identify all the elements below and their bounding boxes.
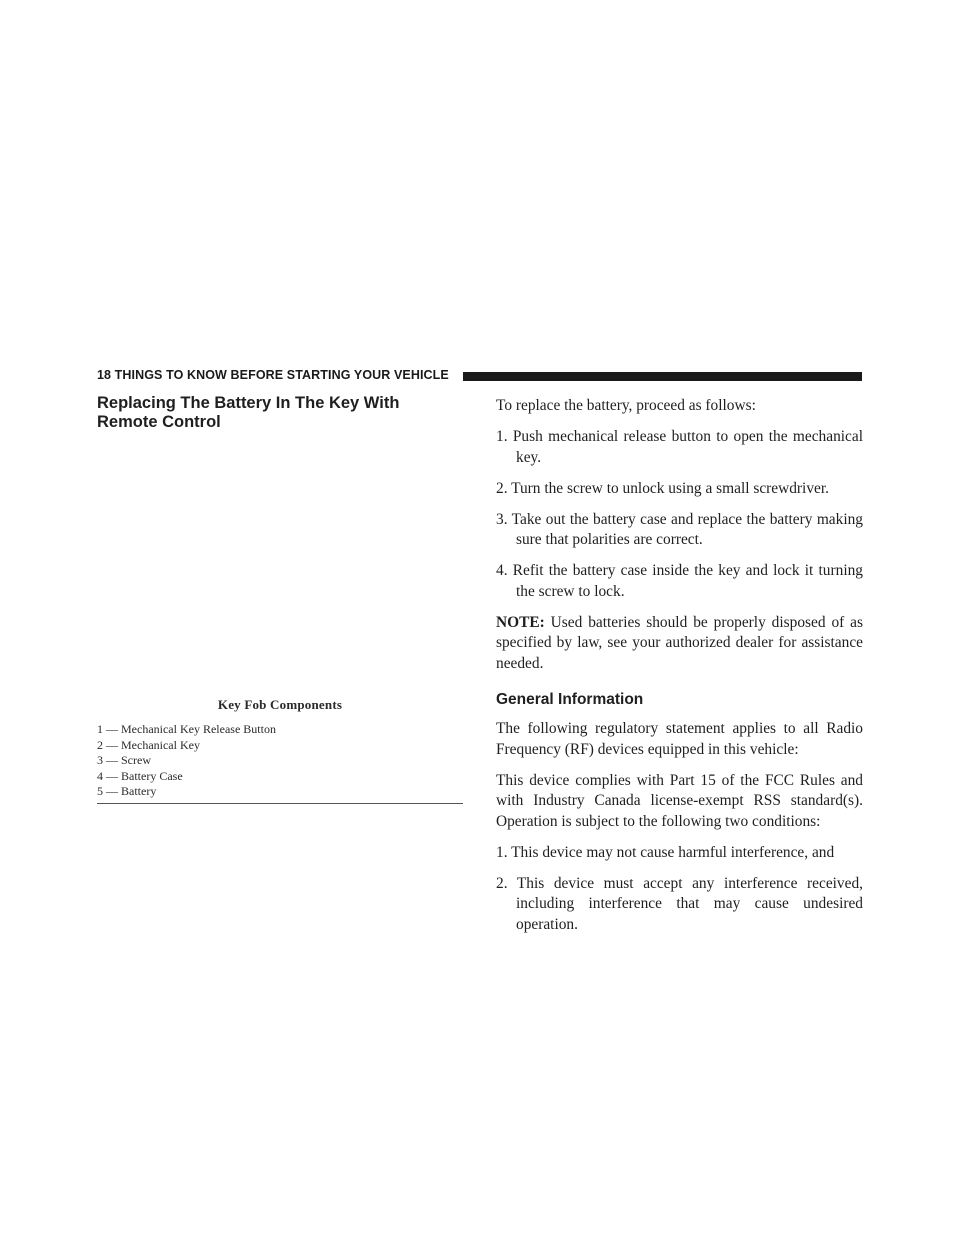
- legend-divider: [97, 803, 463, 804]
- condition-item: 2. This device must accept any interference received, including interference that may cause undesired operation.: [496, 874, 863, 933]
- left-column: [97, 394, 463, 432]
- step-item: 2. Turn the screw to unlock using a small screwdriver.: [496, 479, 829, 497]
- general-info-paragraph: The following regulatory statement applies to all Radio Frequency (RF) devices equipped in this vehicle:: [496, 720, 863, 758]
- note-label: NOTE:: [496, 613, 545, 631]
- condition-item: 1. This device may not cause harmful interference, and: [496, 843, 835, 861]
- right-column: [496, 396, 863, 946]
- step-item: 1. Push mechanical release button to open the mechanical key.: [496, 428, 863, 466]
- header-rule-bar: [463, 372, 862, 381]
- page-header: [97, 366, 862, 386]
- step-item: 3. Take out the battery case and replace the battery making sure that polarities are correct.: [496, 510, 863, 548]
- page-number-label: 18 THINGS TO KNOW BEFORE STARTING YOUR VEHICLE: [97, 368, 449, 382]
- figure-legend: [97, 722, 463, 800]
- section-title: Replacing The Battery In The Key With Remote Control: [97, 394, 400, 431]
- note-text: Used batteries should be properly disposed of as specified by law, see your authorized dealer for assistance needed.: [496, 613, 863, 672]
- figure-caption: Key Fob Components: [217, 697, 343, 712]
- note-paragraph: [496, 613, 863, 675]
- intro-paragraph: To replace the battery, proceed as follows:: [496, 397, 756, 414]
- legend-item: 1 — Mechanical Key Release Button: [97, 722, 276, 736]
- general-info-heading: General Information: [496, 691, 644, 708]
- step-item: 4. Refit the battery case inside the key and lock it turning the screw to lock.: [496, 562, 863, 600]
- legend-item: 4 — Battery Case: [97, 768, 183, 783]
- legend-item: 2 — Mechanical Key: [97, 737, 200, 752]
- compliance-paragraph: This device complies with Part 15 of the FCC Rules and with Industry Canada license-exempt RSS standard(s). Operation is subject to the following two conditions:: [496, 771, 863, 830]
- key-fob-figure: [97, 438, 463, 688]
- legend-item: 5 — Battery: [97, 784, 157, 799]
- legend-item: 3 — Screw: [97, 753, 151, 768]
